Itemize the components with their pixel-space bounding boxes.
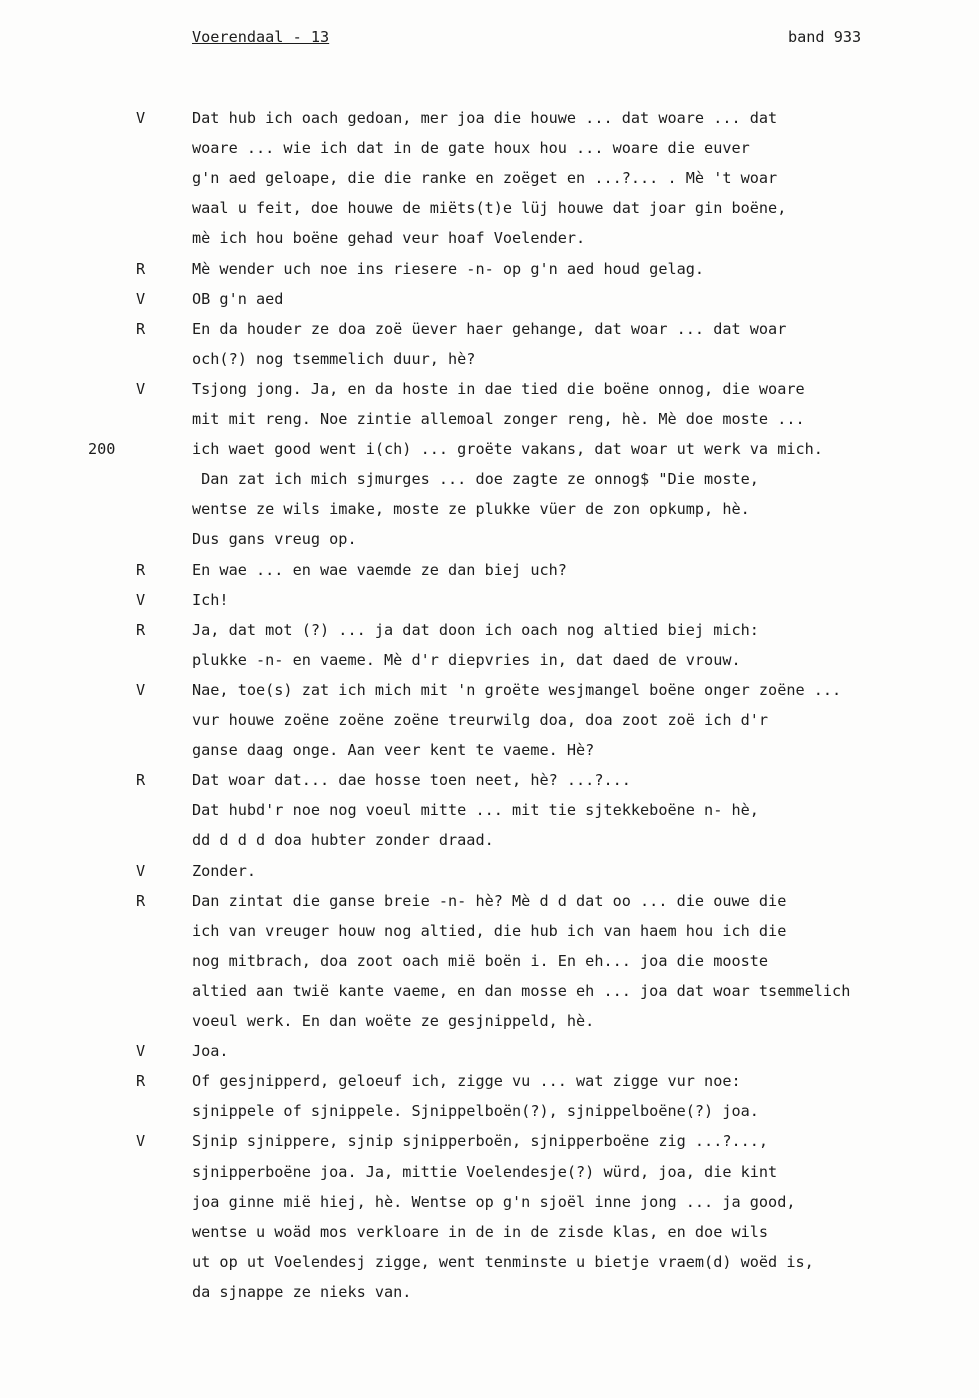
transcript-line <box>0 1247 979 1277</box>
line-text: Dus gans vreug op. <box>192 530 357 548</box>
transcript-line <box>0 795 979 825</box>
transcript-line <box>0 1126 979 1156</box>
line-text: vur houwe zoëne zoëne zoëne treurwilg doa, doa zoot zoë ich d'r <box>192 711 769 729</box>
transcript-line <box>0 1217 979 1247</box>
speaker-label: V <box>136 380 146 398</box>
transcript-line <box>0 585 979 615</box>
transcript-line <box>0 1157 979 1187</box>
transcript-line <box>0 825 979 855</box>
line-text: mit mit reng. Noe zintie allemoal zonger reng, hè. Mè doe moste ... <box>192 410 805 428</box>
line-text: och(?) nog tsemmelich duur, hè? <box>192 350 476 368</box>
transcript-line <box>0 645 979 675</box>
speaker-label: V <box>136 591 146 609</box>
line-text: ich waet good went i(ch) ... groëte vakans, dat woar ut werk va mich. <box>192 440 823 458</box>
line-text: ut op ut Voelendesj zigge, went tenminste u bietje vraem(d) woëd is, <box>192 1253 814 1271</box>
speaker-label: V <box>136 681 146 699</box>
line-text: da sjnappe ze nieks van. <box>192 1283 412 1301</box>
line-text: g'n aed geloape, die die ranke en zoëget en ...?... . Mè 't woar <box>192 169 778 187</box>
line-text: sjnippele of sjnippele. Sjnippelboën(?), sjnippelboëne(?) joa. <box>192 1102 759 1120</box>
speaker-label: V <box>136 862 146 880</box>
page-title: Voerendaal - 13 <box>192 28 330 46</box>
transcript-line <box>0 916 979 946</box>
line-text: wentse u woäd mos verkloare in de in de zisde klas, en doe wils <box>192 1223 769 1241</box>
line-text: dd d d d doa hubter zonder draad. <box>192 831 494 849</box>
line-text: Ich! <box>192 591 229 609</box>
line-text: Nae, toe(s) zat ich mich mit 'n groëte wesjmangel boëne onger zoëne ... <box>192 681 842 699</box>
line-text: Dat hub ich oach gedoan, mer joa die houwe ... dat woare ... dat <box>192 109 778 127</box>
transcript-line <box>0 404 979 434</box>
transcript-line <box>0 223 979 253</box>
speaker-label: V <box>136 1042 146 1060</box>
line-number: 200 <box>88 440 116 458</box>
line-text: waal u feit, doe houwe de miëts(t)e lüj houwe dat joar gin boëne, <box>192 199 787 217</box>
transcript-line <box>0 524 979 554</box>
transcript-line <box>0 284 979 314</box>
line-text: joa ginne mië hiej, hè. Wentse op g'n sjoël inne jong ... ja good, <box>192 1193 796 1211</box>
transcript-line <box>0 464 979 494</box>
speaker-label: R <box>136 260 146 278</box>
transcript-line <box>0 434 979 464</box>
transcript-line <box>0 886 979 916</box>
speaker-label: R <box>136 561 146 579</box>
transcript-line <box>0 1066 979 1096</box>
line-text: ich van vreuger houw nog altied, die hub ich van haem hou ich die <box>192 922 787 940</box>
transcript-line <box>0 254 979 284</box>
line-text: wentse ze wils imake, moste ze plukke vüer de zon opkump, hè. <box>192 500 750 518</box>
line-text: OB g'n aed <box>192 290 284 308</box>
line-text: mè ich hou boëne gehad veur hoaf Voelender. <box>192 229 586 247</box>
speaker-label: V <box>136 109 146 127</box>
line-text: Dat hubd'r noe nog voeul mitte ... mit tie sjtekkeboëne n- hè, <box>192 801 759 819</box>
transcript-line <box>0 705 979 735</box>
band-number: band 933 <box>788 28 862 46</box>
transcript-line <box>0 555 979 585</box>
transcript-line <box>0 1187 979 1217</box>
line-text: plukke -n- en vaeme. Mè d'r diepvries in, dat daed de vrouw. <box>192 651 741 669</box>
line-text: Mè wender uch noe ins riesere -n- op g'n aed houd gelag. <box>192 260 705 278</box>
speaker-label: R <box>136 320 146 338</box>
transcript-line <box>0 675 979 705</box>
line-text: Dat woar dat... dae hosse toen neet, hè? ...?... <box>192 771 631 789</box>
line-text: Of gesjnipperd, geloeuf ich, zigge vu ... wat zigge vur noe: <box>192 1072 741 1090</box>
line-text: Tsjong jong. Ja, en da hoste in dae tied die boëne onnog, die woare <box>192 380 805 398</box>
line-text: Dan zintat die ganse breie -n- hè? Mè d d dat oo ... die ouwe die <box>192 892 787 910</box>
transcript-line <box>0 163 979 193</box>
transcript-line <box>0 735 979 765</box>
line-text: Dan zat ich mich sjmurges ... doe zagte ze onnog$ "Die moste, <box>192 470 759 488</box>
transcript-line <box>0 946 979 976</box>
line-text: Zonder. <box>192 862 257 880</box>
transcript-line <box>0 314 979 344</box>
transcript-line <box>0 1006 979 1036</box>
line-text: altied aan twië kante vaeme, en dan mosse eh ... joa dat woar tsemmelich <box>192 982 851 1000</box>
transcript-line <box>0 103 979 133</box>
transcript-line <box>0 765 979 795</box>
transcript-line <box>0 976 979 1006</box>
transcript-line <box>0 1036 979 1066</box>
transcript-line <box>0 344 979 374</box>
transcript-line <box>0 1096 979 1126</box>
line-text: ganse daag onge. Aan veer kent te vaeme. Hè? <box>192 741 595 759</box>
transcript-line <box>0 615 979 645</box>
transcript-line <box>0 133 979 163</box>
transcript-line <box>0 374 979 404</box>
speaker-label: R <box>136 621 146 639</box>
line-text: woare ... wie ich dat in de gate houx hou ... woare die euver <box>192 139 750 157</box>
transcript-line <box>0 494 979 524</box>
line-text: Joa. <box>192 1042 229 1060</box>
line-text: Sjnip sjnippere, sjnip sjnipperboën, sjnipperboëne zig ...?..., <box>192 1132 769 1150</box>
line-text: sjnipperboëne joa. Ja, mittie Voelendesje(?) würd, joa, die kint <box>192 1163 778 1181</box>
speaker-label: V <box>136 290 146 308</box>
line-text: Ja, dat mot (?) ... ja dat doon ich oach nog altied biej mich: <box>192 621 759 639</box>
speaker-label: R <box>136 1072 146 1090</box>
transcript-line <box>0 193 979 223</box>
speaker-label: R <box>136 771 146 789</box>
line-text: nog mitbrach, doa zoot oach mië boën i. En eh... joa die mooste <box>192 952 769 970</box>
line-text: En wae ... en wae vaemde ze dan biej uch? <box>192 561 567 579</box>
speaker-label: V <box>136 1132 146 1150</box>
speaker-label: R <box>136 892 146 910</box>
line-text: En da houder ze doa zoë üever haer gehange, dat woar ... dat woar <box>192 320 787 338</box>
transcript-line <box>0 856 979 886</box>
line-text: voeul werk. En dan woëte ze gesjnippeld, hè. <box>192 1012 595 1030</box>
transcript-line <box>0 1277 979 1307</box>
